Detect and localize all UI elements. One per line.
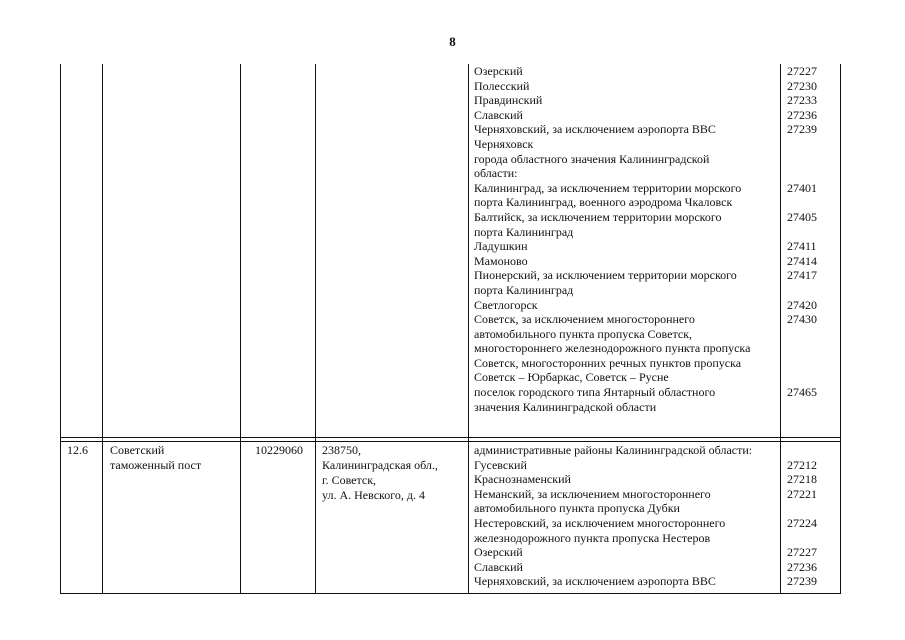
territory-line: многостороннего железнодорожного пункта пропуска [474, 341, 751, 356]
territory-line: Пионерский, за исключением территории морского [474, 268, 737, 283]
column-divider [240, 64, 241, 593]
territory-line: порта Калининград [474, 282, 574, 297]
post-name-line2: таможенный пост [110, 458, 202, 472]
territory-line: Черняховский, за исключением аэропорта ВВС [474, 122, 716, 137]
territory-line: порта Калининград [474, 224, 574, 239]
territory-code [787, 225, 827, 240]
territory-code [787, 195, 827, 210]
territory-code: 27420 [787, 297, 817, 312]
territory-line: Славский [474, 559, 523, 574]
address-line1: 238750, [322, 443, 361, 457]
territory-line: Славский [474, 107, 523, 122]
section1-codes [787, 64, 827, 414]
territory-line: Советск – Юрбаркас, Советск – Русне [474, 370, 669, 385]
territory-code: 27430 [787, 312, 817, 327]
territory-line: Советск, за исключением многостороннего [474, 312, 695, 327]
territory-line: значения Калининградской области [474, 399, 657, 414]
section2-codes [787, 443, 827, 589]
territory-line: Гусевский [474, 457, 527, 472]
territory-code: 27236 [787, 107, 817, 122]
territory-code: 27401 [787, 180, 817, 195]
territory-line: Озерский [474, 545, 523, 560]
territory-code: 27221 [787, 486, 817, 501]
territory-code [787, 356, 827, 371]
territory-line: Неманский, за исключением многостороннего [474, 486, 711, 501]
territory-line: административные районы Калининградской области: [474, 443, 753, 457]
territory-code [787, 327, 827, 342]
territory-code [787, 137, 827, 152]
territory-line: порта Калининград, военного аэродрома Чкаловск [474, 195, 733, 210]
territory-line: города областного значения Калининградской [474, 151, 710, 166]
territory-code [787, 166, 827, 181]
column-divider [315, 64, 316, 593]
territory-code [787, 501, 827, 516]
post-name-line1: Советский [110, 443, 165, 457]
territory-code: 27411 [787, 239, 817, 254]
territory-line: Нестеровский, за исключением многостороннего [474, 515, 726, 530]
territory-line: области: [474, 166, 518, 181]
territory-code: 27218 [787, 472, 817, 487]
territory-code: 27227 [787, 64, 817, 78]
column-divider [468, 64, 469, 593]
territory-code: 27236 [787, 559, 817, 574]
territory-code [787, 531, 827, 546]
territory-code: 27414 [787, 253, 817, 268]
territory-code: 27230 [787, 78, 817, 93]
territory-line: поселок городского типа Янтарный областного [474, 385, 716, 400]
territory-line: Правдинский [474, 93, 543, 108]
page-number: 8 [449, 34, 456, 49]
territory-line: Ладушкин [474, 239, 528, 254]
territory-code [787, 152, 827, 167]
territory-code [787, 400, 827, 415]
territory-line: автомобильного пункта пропуска Дубки [474, 501, 680, 516]
column-divider [780, 64, 781, 593]
territory-line: Калининград, за исключением территории морского [474, 180, 742, 195]
address-line3: г. Советск, [322, 473, 377, 487]
territory-line: Полесский [474, 78, 530, 93]
territory-code: 27465 [787, 385, 817, 400]
territory-code [787, 443, 827, 458]
column-divider [102, 64, 103, 593]
territory-line: Советск, многосторонних речных пунктов пропуска [474, 355, 742, 370]
territory-line: Озерский [474, 64, 523, 78]
territory-line: Светлогорск [474, 297, 538, 312]
territory-code: 27239 [787, 574, 817, 589]
territory-code: 27405 [787, 209, 817, 224]
territory-code: 27239 [787, 122, 817, 137]
post-code: 10229060 [255, 443, 303, 457]
address-line2: Калининградская обл., [322, 458, 438, 472]
row-number: 12.6 [67, 443, 88, 457]
territory-code: 27227 [787, 545, 817, 560]
territory-code: 27417 [787, 268, 817, 283]
territory-line: Балтийск, за исключением территории морского [474, 209, 722, 224]
territory-line: железнодорожного пункта пропуска Нестеров [474, 530, 711, 545]
territory-line: автомобильного пункта пропуска Советск, [474, 326, 693, 341]
row-divider-top [60, 437, 840, 438]
section2-descriptions [474, 443, 779, 589]
territory-code [787, 370, 827, 385]
address-line4: ул. А. Невского, д. 4 [322, 488, 425, 502]
territory-line: Черняховский, за исключением аэропорта ВВС [474, 574, 716, 589]
territory-line: Черняховск [474, 136, 534, 151]
territory-code: 27233 [787, 93, 817, 108]
territory-line: Краснознаменский [474, 472, 571, 487]
section1-descriptions [474, 64, 779, 414]
row-divider-bottom [60, 441, 840, 442]
territory-code [787, 341, 827, 356]
territory-code: 27224 [787, 515, 817, 530]
territory-code [787, 283, 827, 298]
territory-line: Мамоново [474, 253, 528, 268]
territory-code: 27212 [787, 457, 817, 472]
